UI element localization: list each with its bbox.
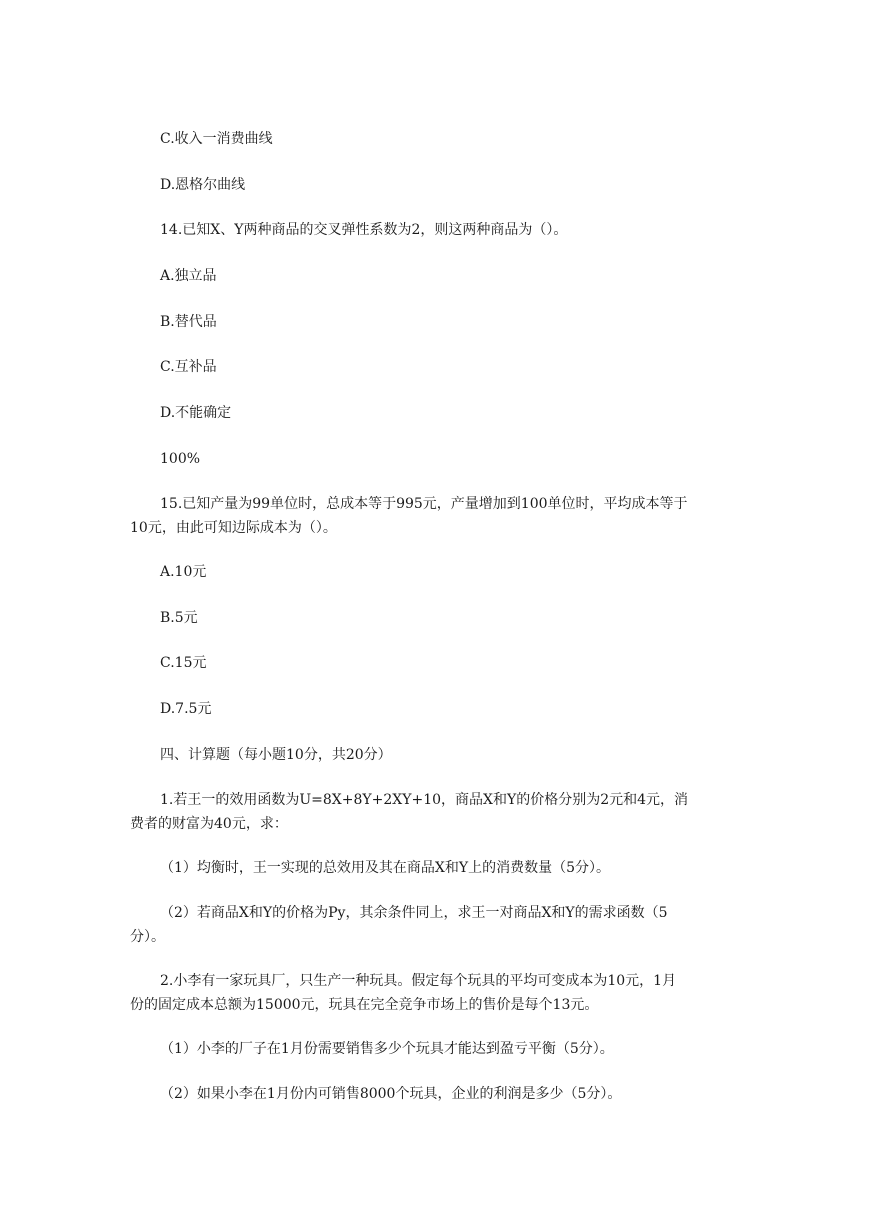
option-d-engel-curve: D.恩格尔曲线 — [160, 177, 246, 193]
calc-question-1-line-2: 费者的财富为40元，求： — [130, 816, 288, 832]
q15-option-a: A.10元 — [160, 564, 207, 580]
section-heading-calculation: 四、计算题（每小题10分，共20分） — [160, 747, 392, 763]
calc-question-1-line-1: 1.若王一的效用函数为U=8X+8Y+2XY+10，商品X和Y的价格分别为2元和4元，消 — [160, 792, 689, 808]
question-15-line-2: 10元，由此可知边际成本为（）。 — [130, 520, 337, 536]
calc-question-2-part-2: （2）如果小李在1月份内可销售8000个玩具，企业的利润是多少（5分）。 — [160, 1086, 622, 1102]
calc-question-1-part-1: （1）均衡时，王一实现的总效用及其在商品X和Y上的消费数量（5分）。 — [160, 860, 611, 876]
q15-option-d: D.7.5元 — [160, 701, 212, 717]
score-percent: 100% — [160, 451, 201, 467]
calc-question-2-part-1: （1）小李的厂子在1月份需要销售多少个玩具才能达到盈亏平衡（5分）。 — [160, 1041, 614, 1057]
calc-question-1-part-2-line-2: 分）。 — [130, 929, 165, 945]
q15-option-b: B.5元 — [160, 610, 198, 626]
q15-option-c: C.15元 — [160, 655, 207, 671]
calc-question-1-part-2-line-1: （2）若商品X和Y的价格为Py，其余条件同上，求王一对商品X和Y的需求函数（5 — [160, 905, 668, 921]
q14-option-d: D.不能确定 — [160, 405, 232, 421]
q14-option-a: A.独立品 — [160, 268, 217, 284]
option-c-income-consumption-curve: C.收入一消费曲线 — [160, 131, 273, 147]
q14-option-c: C.互补品 — [160, 359, 217, 375]
q14-option-b: B.替代品 — [160, 314, 217, 330]
calc-question-2-line-2: 份的固定成本总额为15000元，玩具在完全竞争市场上的售价是每个13元。 — [130, 997, 599, 1013]
question-15-line-1: 15.已知产量为99单位时，总成本等于995元，产量增加到100单位时，平均成本等于 — [160, 496, 688, 512]
calc-question-2-line-1: 2.小李有一家玩具厂，只生产一种玩具。假定每个玩具的平均可变成本为10元，1月 — [160, 973, 677, 989]
question-14: 14.已知X、Y两种商品的交叉弹性系数为2，则这两种商品为（）。 — [160, 222, 568, 238]
